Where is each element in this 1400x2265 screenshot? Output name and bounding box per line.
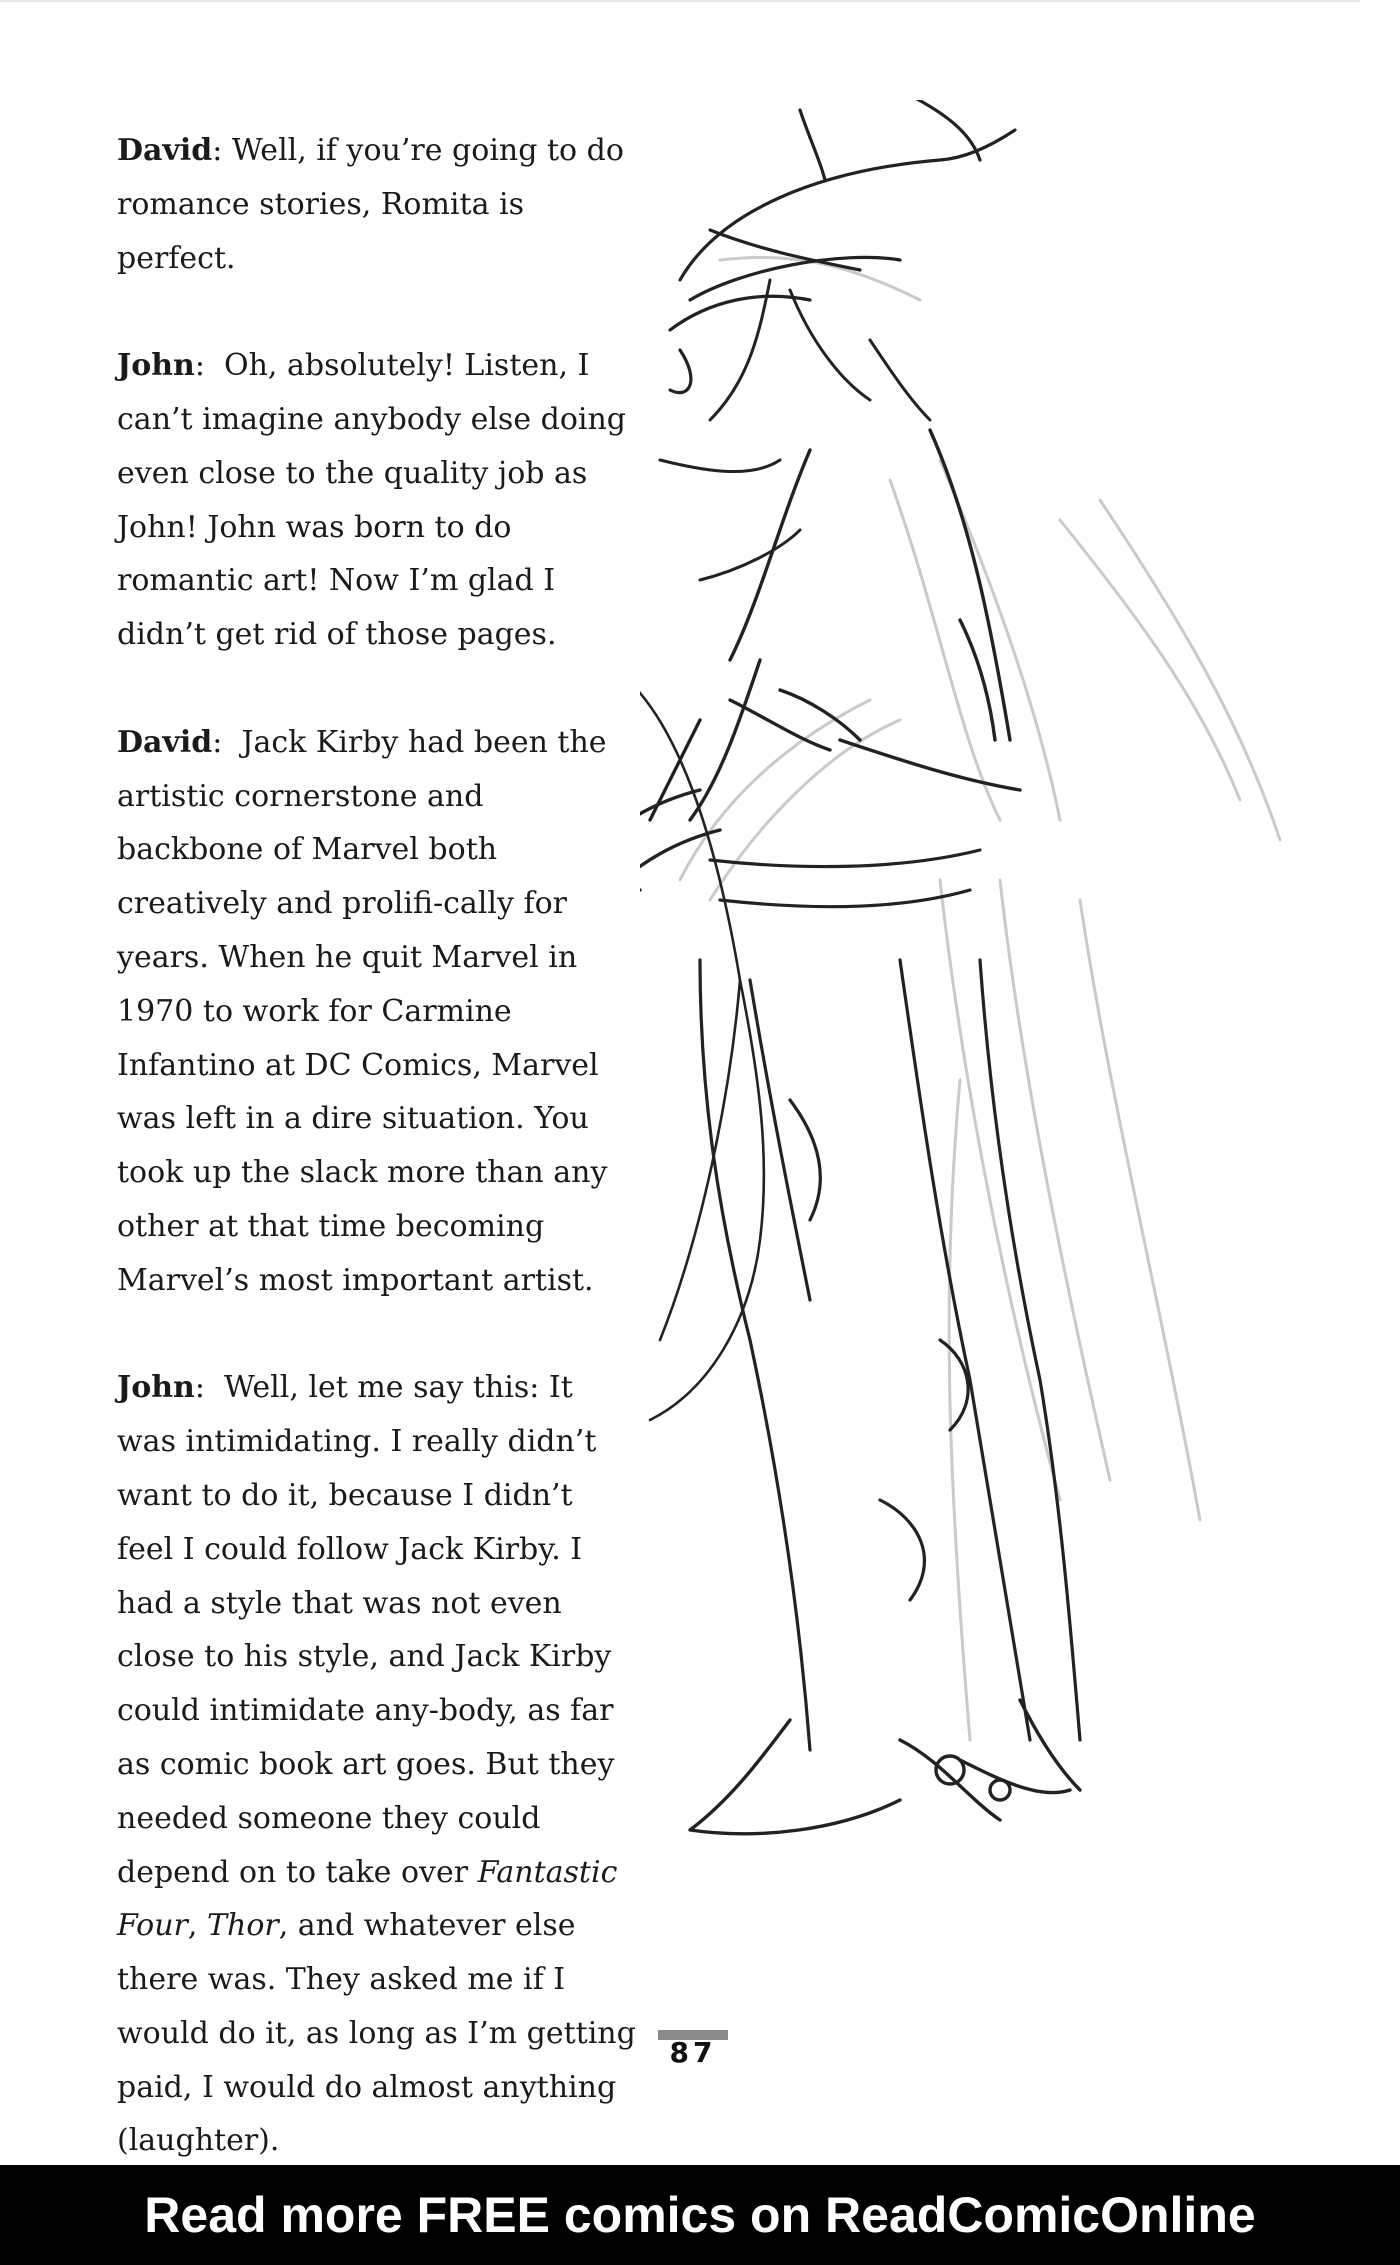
speaker-separator: : [194,1370,225,1406]
title-reference: Fantastic Four [117,1854,618,1944]
page-number: 87 [669,2036,717,2069]
speaker-name: John [117,348,195,384]
cowboy-sketch-illustration [640,100,1380,2030]
promo-banner[interactable] [0,2165,1400,2265]
speaker-name: David [117,133,213,168]
dialogue-text: Oh, absolutely! Listen, I can’t imagine anybody else doing even close to the quality job as John! John was born to do romantic art! Now I’m glad I didn’t get rid of those pages. [117,348,627,653]
speaker-name: David [117,724,213,760]
dialogue-text: Well, if you’re going to do romance stories, Romita is perfect. [117,133,624,276]
top-rule [0,0,1360,2]
interview-paragraph [117,124,637,285]
speaker-separator: : [212,133,232,168]
dialogue-text: , [187,1908,207,1944]
title-reference: Thor [206,1908,279,1944]
dialogue-text: Jack Kirby had been the artistic cornerstone and backbone of Marvel both creatively and prolifi-cally for years. When he quit Marvel in 1970 to work for Carmine Infantino at DC Comics, Marvel was left in a dire situation. You took up the slack more than any other at that time becoming Marvel’s most important artist. [117,724,608,1298]
banner-text[interactable]: Read more FREE comics on ReadComicOnline [144,2187,1256,2243]
dialogue-text: , and whatever else there was. They asked me if I would do it, as long as I’m getting paid, I would do almost anything (laughter). [117,1908,636,2159]
interview-text [117,124,637,2222]
speaker-name: John [117,1370,195,1406]
interview-paragraph [117,339,637,662]
interview-paragraph [117,716,637,1308]
speaker-separator: : [194,348,225,384]
dialogue-text: Well, let me say this: It was intimidating. I really didn’t want to do it, because I didn’t feel I could follow Jack Kirby. I had a style that was not even close to his style, and Jack Kirby could intimidate any-body, as far as comic book art goes. But they needed someone they could depend on to take over [117,1370,615,1890]
speaker-separator: : [212,724,242,760]
interview-paragraph [117,1361,637,2168]
